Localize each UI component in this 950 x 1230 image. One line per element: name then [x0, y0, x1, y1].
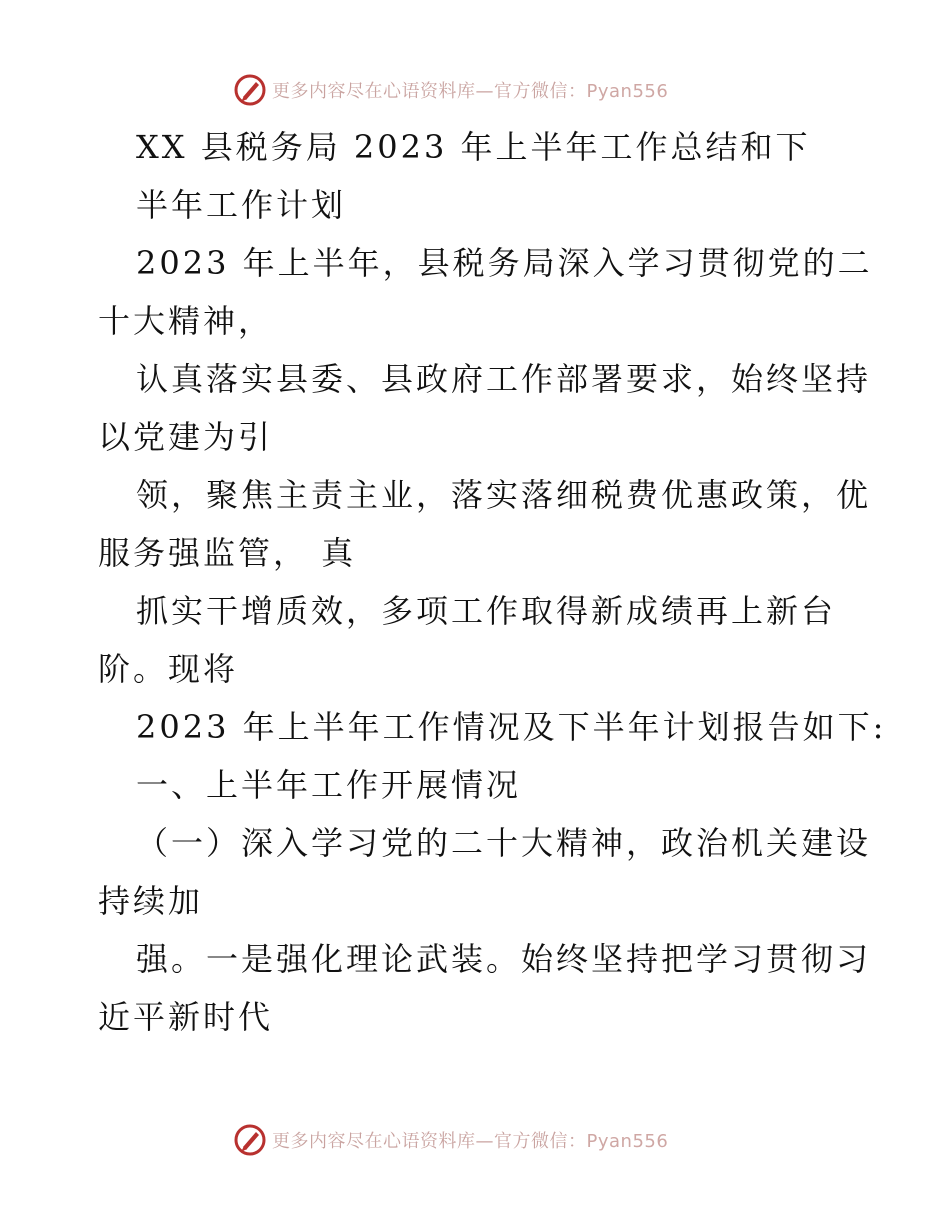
footer-watermark — [232, 1120, 668, 1160]
text-line: 一、上半年工作开展情况 — [136, 766, 522, 804]
text-line: 抓实干增质效，多项工作取得新成绩再上新台 — [136, 592, 837, 630]
text-line: 阶。现将 — [98, 650, 239, 688]
document-body — [98, 118, 887, 1046]
text-line: 2023 年上半年，县税务局深入学习贯彻党的二 — [136, 244, 873, 282]
text-line: 强。一是强化理论武装。始终坚持把学习贯彻习 — [136, 940, 872, 978]
text-line: 服务强监管， 真 — [98, 534, 357, 572]
text-line: 2023 年上半年工作情况及下半年计划报告如下: — [136, 708, 887, 746]
watermark-text: 更多内容尽在心语资料库—官方微信：Pyan556 — [272, 1131, 669, 1152]
text-line: XX 县税务局 2023 年上半年工作总结和下 — [136, 128, 811, 166]
header-watermark — [232, 70, 668, 110]
text-line: 近平新时代 — [98, 998, 274, 1036]
text-line: 持续加 — [98, 882, 204, 920]
watermark-text: 更多内容尽在心语资料库—官方微信：Pyan556 — [272, 81, 669, 102]
pen-logo-icon — [232, 1122, 268, 1158]
text-line: 以党建为引 — [98, 418, 274, 456]
text-line: 半年工作计划 — [136, 186, 347, 224]
pen-logo-icon — [232, 72, 268, 108]
text-line: 领，聚焦主责主业，落实落细税费优惠政策，优 — [136, 476, 872, 514]
text-line: 认真落实县委、县政府工作部署要求，始终坚持 — [136, 360, 872, 398]
text-line: （一）深入学习党的二十大精神，政治机关建设 — [136, 824, 872, 862]
text-line: 十大精神， — [98, 302, 274, 340]
